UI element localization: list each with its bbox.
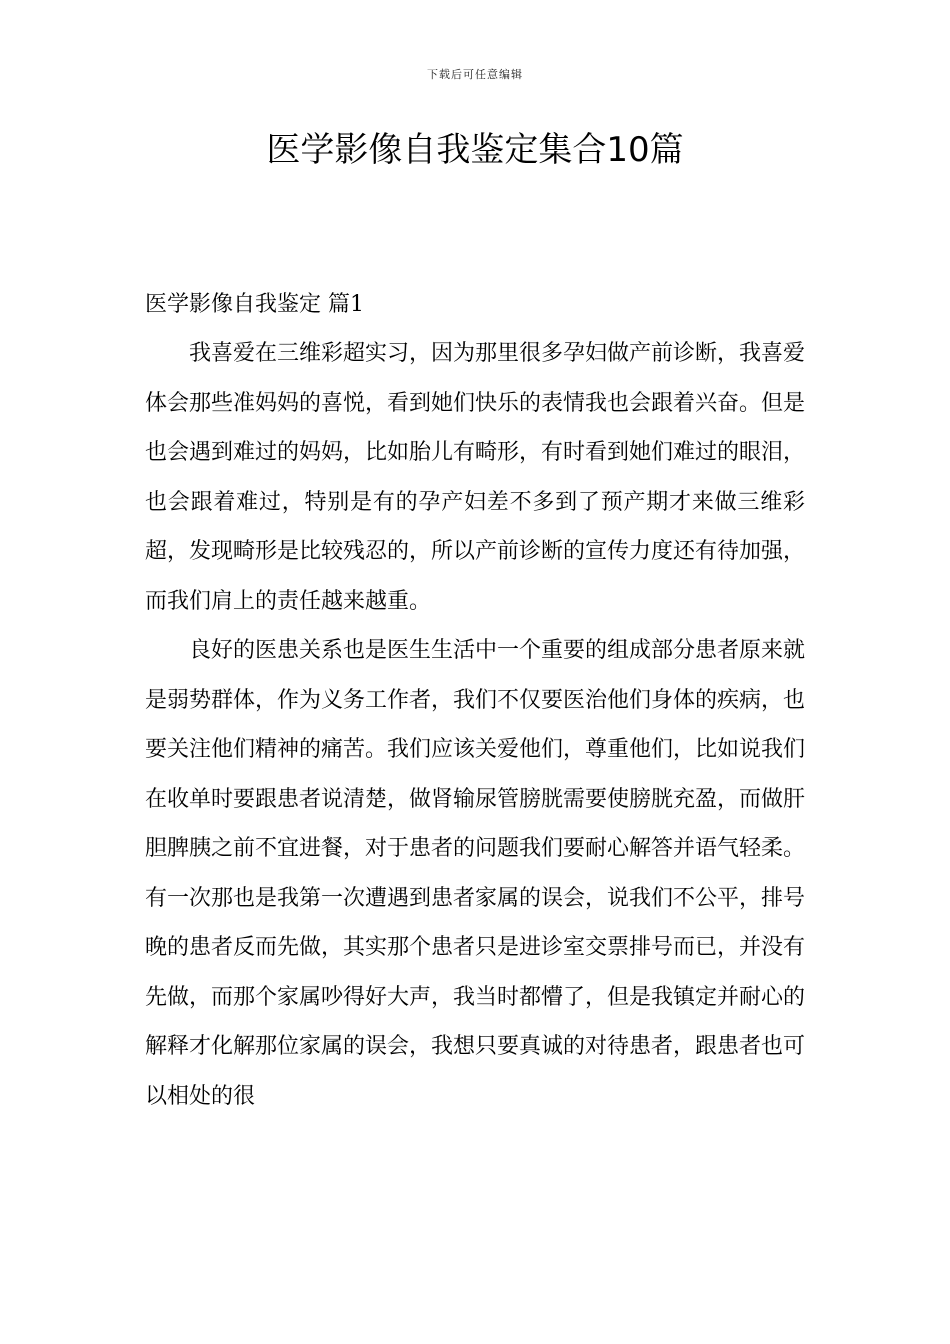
header-note: 下载后可任意编辑 bbox=[427, 68, 523, 81]
document-title: 医学影像自我鉴定集合10篇 bbox=[266, 130, 684, 170]
paragraph: 良好的医患关系也是医生生活中一个重要的组成部分患者原来就是弱势群体，作为义务工作者，我们不仅要医治他们身体的疾病，也要关注他们精神的痛苦。我们应该关爱他们，尊重他们，比如说我们在收单时要跟患者说清楚，做肾输尿管膀胱需要使膀胱充盈，而做肝胆脾胰之前不宜进餐，对于患者的问题我们要耐心解答并语气轻柔。有一次那也是我第一次遭遇到患者家属的误会，说我们不公平，排号晚的患者反而先做，其实那个患者只是进诊室交票排号而已，并没有先做，而那个家属吵得好大声，我当时都懵了，但是我镇定并耐心的解释才化解那位家属的误会，我想只要真诚的对待患者，跟患者也可以相处的很 bbox=[145, 638, 806, 1109]
paragraph: 我喜爱在三维彩超实习，因为那里很多孕妇做产前诊断，我喜爱体会那些准妈妈的喜悦，看到她们快乐的表情我也会跟着兴奋。但是也会遇到难过的妈妈，比如胎儿有畸形，有时看到她们难过的眼泪，也会跟着难过，特别是有的孕产妇差不多到了预产期才来做三维彩超，发现畸形是比较残忍的，所以产前诊断的宣传力度还有待加强，而我们肩上的责任越来越重。 bbox=[145, 341, 806, 614]
document-body bbox=[145, 280, 805, 1121]
section-heading: 医学影像自我鉴定 篇1 bbox=[145, 292, 364, 317]
